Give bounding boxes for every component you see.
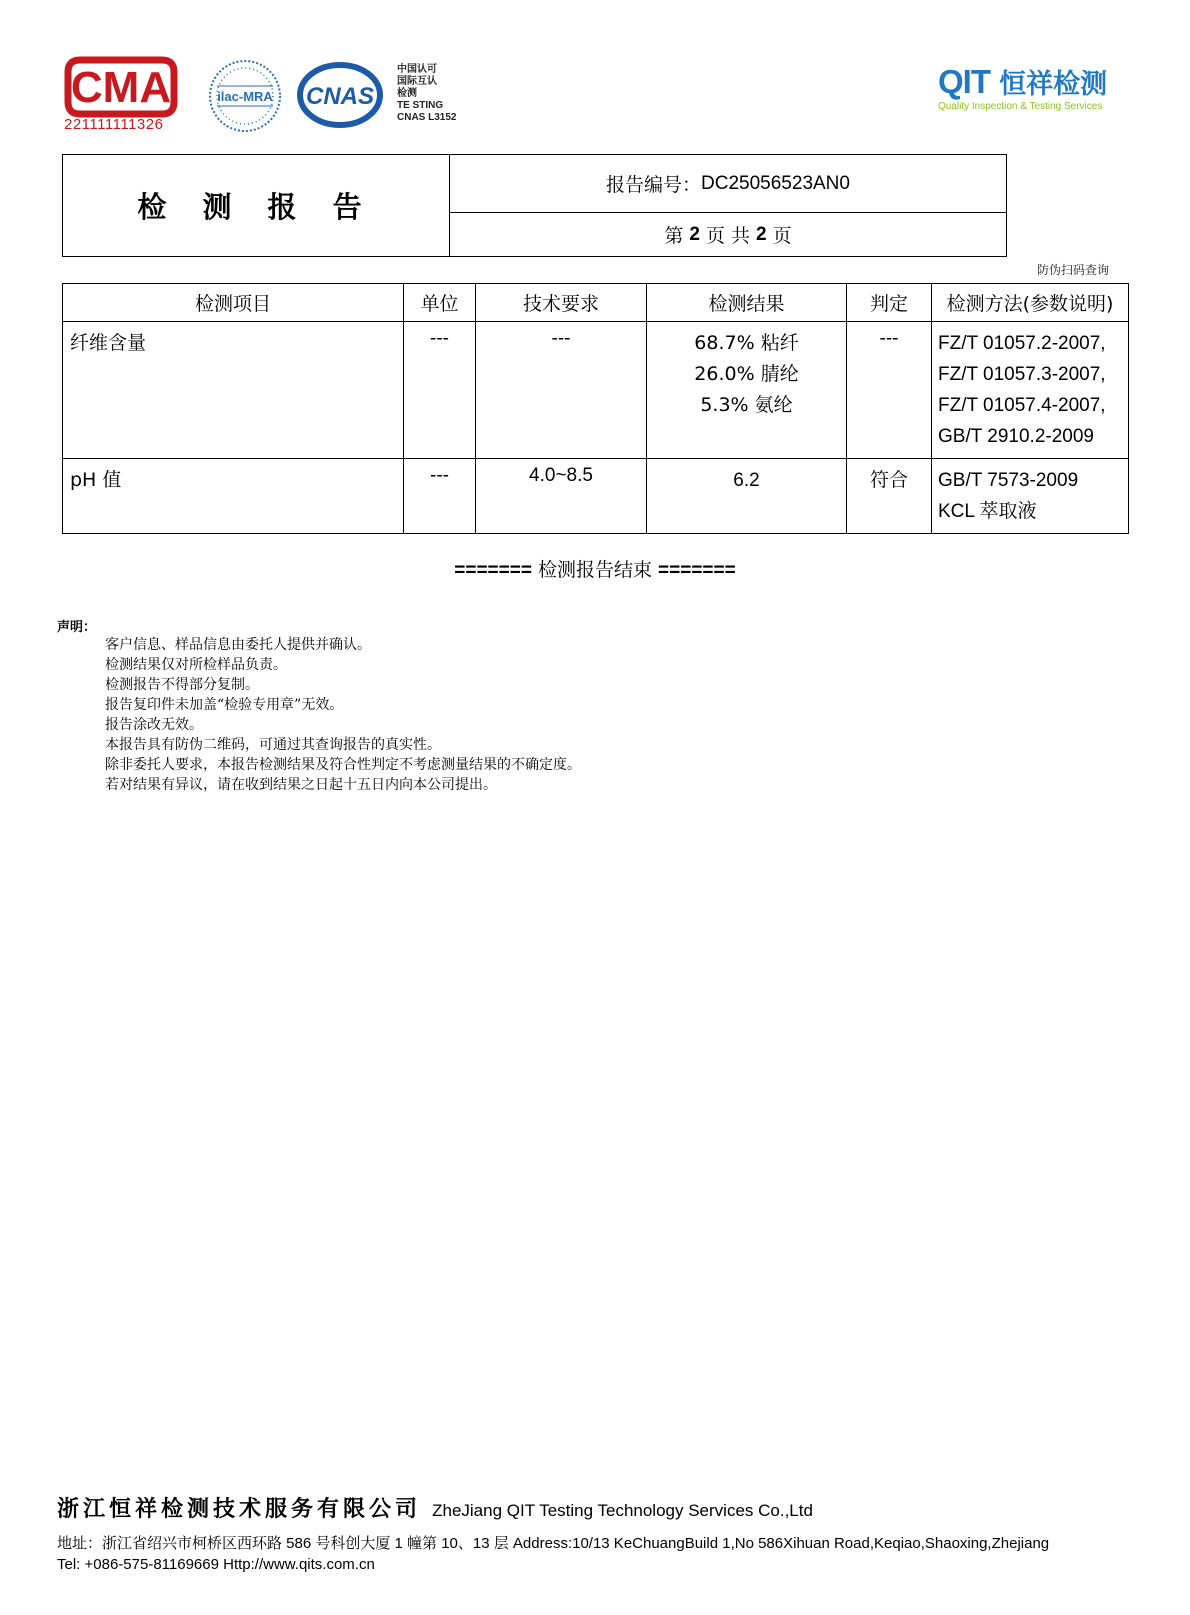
page-current: 2	[689, 223, 700, 245]
title-cell	[63, 155, 450, 256]
test-item: pH 值	[63, 459, 404, 534]
result	[647, 322, 847, 459]
method-line: FZ/T 01057.2-2007,	[938, 333, 1106, 354]
company-name-en: ZheJiang QIT Testing Technology Services Co.,Ltd	[432, 1501, 813, 1520]
table-row	[63, 322, 1129, 459]
unit: ---	[404, 322, 476, 459]
statement-line: 检测报告不得部分复制。	[105, 677, 259, 693]
table-row	[63, 459, 1129, 534]
method-line: GB/T 7573-2009	[938, 470, 1079, 491]
cma-mark-text: CMA	[70, 63, 172, 112]
qit-logo-word: QIT	[938, 62, 990, 100]
cnas-logo	[295, 62, 385, 128]
report-end-marker	[0, 555, 1190, 582]
report-header	[62, 154, 1007, 257]
method-line: FZ/T 01057.3-2007,	[938, 364, 1106, 385]
ilac-mra-logo	[207, 58, 283, 134]
statement-line: 本报告具有防伪二维码，可通过其查询报告的真实性。	[105, 737, 441, 753]
page-mid: 页 共	[705, 225, 751, 247]
statement-line: 报告复印件未加盖“检验专用章”无效。	[105, 697, 344, 713]
ilac-mark-text: ilac-MRA	[217, 89, 273, 104]
report-number-label: 报告编号：	[606, 174, 702, 196]
method-line: KCL 萃取液	[938, 501, 1037, 522]
result-line: 5.3% 氨纶	[700, 394, 793, 416]
anti-fake-label: 防伪扫码查询	[1036, 263, 1109, 277]
report-number-cell	[450, 155, 1006, 213]
method-line: GB/T 2910.2-2009	[938, 426, 1094, 447]
requirement: ---	[476, 322, 647, 459]
test-item: 纤维含量	[63, 322, 404, 459]
header-method: 检测方法(参数说明)	[932, 284, 1129, 322]
statement-line: 报告涂改无效。	[105, 717, 203, 733]
cma-number: 221111111326	[64, 116, 164, 133]
requirement: 4.0~8.5	[476, 459, 647, 534]
report-title: 检 测 报 告	[137, 190, 375, 224]
statement-heading: 声明：	[57, 620, 97, 635]
header-result: 检测结果	[647, 284, 847, 322]
footer-contact: Tel: +086-575-81169669 Http://www.qits.com.cn	[57, 1556, 375, 1573]
method-line: FZ/T 01057.4-2007,	[938, 395, 1106, 416]
result-line: 26.0% 腈纶	[694, 363, 799, 385]
cnas-caption-line: 中国认可	[397, 64, 437, 75]
statement-line: 除非委托人要求，本报告检测结果及符合性判定不考虑测量结果的不确定度。	[105, 757, 581, 773]
method	[932, 459, 1129, 534]
header-unit: 单位	[404, 284, 476, 322]
results-table	[62, 283, 1129, 534]
statement-line: 检测结果仅对所检样品负责。	[105, 657, 287, 673]
cnas-caption-line: CNAS L3152	[397, 112, 457, 123]
statement-list	[105, 635, 581, 795]
statement-line: 若对结果有异议，请在收到结果之日起十五日内向本公司提出。	[105, 777, 497, 793]
company-name-cn: 浙江恒祥检测技术服务有限公司	[57, 1496, 422, 1522]
judgement: ---	[847, 322, 932, 459]
cnas-caption-line: 检测	[397, 88, 417, 99]
result-line: 6.2	[733, 470, 760, 491]
footer-address: 地址：浙江省绍兴市柯桥区西环路 586 号科创大厦 1 幢第 10、13 层 Address:10/13 KeChuangBuild 1,No 586Xihuan Road,Keqiao,Shaoxing,Zhejiang	[57, 1535, 1050, 1552]
cnas-caption-line: TE STING	[397, 100, 444, 111]
header-test-item: 检测项目	[63, 284, 404, 322]
method	[932, 322, 1129, 459]
result	[647, 459, 847, 534]
footer-company	[57, 1492, 813, 1523]
qit-logo	[938, 62, 1107, 101]
page-total: 2	[756, 223, 767, 245]
page-indicator	[450, 213, 1006, 256]
header-judgement: 判定	[847, 284, 932, 322]
report-number: DC25056523AN0	[701, 172, 850, 194]
header-requirement: 技术要求	[476, 284, 647, 322]
report-end-text: 检测报告结束	[537, 559, 652, 581]
cnas-caption	[397, 64, 456, 124]
statement-line: 客户信息、样品信息由委托人提供并确认。	[105, 637, 371, 653]
qit-logo-name: 恒祥检测	[999, 69, 1108, 100]
table-header-row	[63, 284, 1129, 322]
report-end-right: =======	[658, 560, 736, 581]
unit: ---	[404, 459, 476, 534]
report-end-left: =======	[454, 560, 532, 581]
cnas-caption-line: 国际互认	[397, 76, 437, 87]
judgement: 符合	[847, 459, 932, 534]
page-prefix: 第	[664, 225, 684, 247]
cnas-mark-text: CNAS	[305, 83, 375, 110]
qit-tagline: Quality Inspection & Testing Services	[938, 101, 1103, 112]
result-line: 68.7% 粘纤	[694, 332, 799, 354]
page-suffix: 页	[772, 225, 792, 247]
